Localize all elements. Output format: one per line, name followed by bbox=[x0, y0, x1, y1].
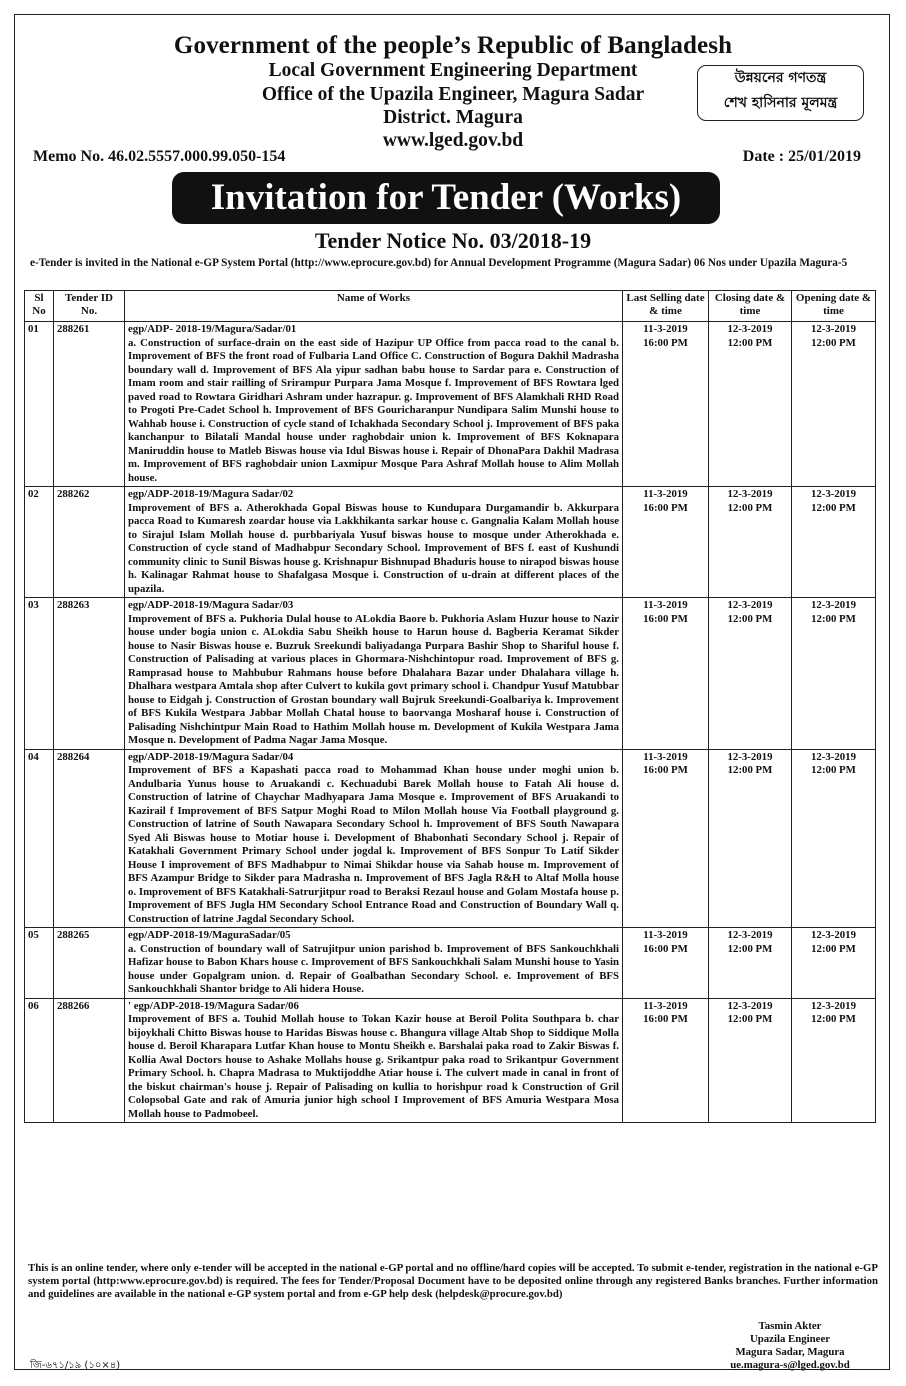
signatory-designation: Upazila Engineer bbox=[749, 1333, 831, 1345]
cell-name-of-works: egp/ADP-2018-19/Magura Sadar/04 Improvement of BFS a Kapashati pacca road to Mohammad Khan house under moghi union b. Andulbaria Yunus house to Aruakandi c. Kechuadubi Barek Mollah house to Fatah Ali house d. Construction of latrine of Chaychar Madhyapara Jama Mosque e. Improvement of BFS Aruakandi to Kazirail f Improvement of BFS Satpur Moghi Road to Milon Mollah house Via Football playground g. Construction of latrine of South Nawapara Secondary School h. Improvement of BFS South Nawapara Syed Ali Biswas house to Motiar house i. Development of Bhabonhati Secondary School j. Repair of Katakhali Government Primary School under jogdal k. Improvement of BFS Sonpur To Latif Sikder House I improvement of BFS Madhabpur to Nimai Shikdar house via Sahab house m. Improvement of BFS Azampur Bridge to Sikder para Madrasha n. Improvement of BFS Jagla R&H to Altaf Molla house o. Improvement of BFS Katakhali-Satrurjitpur road to Beraksi Rezaul house and Golam Mostafa house p. Improvement of BFS Jugla HM Secondary School Entrance Road and Construction of Boundary Wall q. Construction of latrine Jagdal Secondary School. bbox=[125, 749, 623, 928]
cell-tender-id: 288265 bbox=[54, 928, 125, 999]
stamp-line-1: উন্নয়নের গণতন্ত্র bbox=[734, 70, 827, 86]
cell-last-selling: 11-3-2019 16:00 PM bbox=[623, 928, 709, 999]
header-opening: Opening date & time bbox=[792, 291, 876, 322]
table-row bbox=[25, 487, 876, 598]
table-row bbox=[25, 598, 876, 750]
cell-opening: 12-3-2019 12:00 PM bbox=[792, 598, 876, 750]
cell-opening: 12-3-2019 12:00 PM bbox=[792, 928, 876, 999]
tender-notice-number: Tender Notice No. 03/2018-19 bbox=[314, 228, 592, 253]
cell-sl: 03 bbox=[25, 598, 54, 750]
cell-tender-id: 288262 bbox=[54, 487, 125, 598]
department-name: Local Government Engineering Department bbox=[268, 60, 638, 81]
cell-last-selling: 11-3-2019 16:00 PM bbox=[623, 998, 709, 1123]
cell-last-selling: 11-3-2019 16:00 PM bbox=[623, 598, 709, 750]
print-code: জি-৬৭১/১৯ (১০×৪) bbox=[30, 1360, 121, 1371]
header-tender-id: Tender ID No. bbox=[54, 291, 125, 322]
cell-sl: 04 bbox=[25, 749, 54, 928]
cell-closing: 12-3-2019 12:00 PM bbox=[709, 998, 792, 1123]
cell-last-selling: 11-3-2019 16:00 PM bbox=[623, 322, 709, 487]
signature-block bbox=[690, 1320, 890, 1372]
cell-tender-id: 288266 bbox=[54, 998, 125, 1123]
header-sl: Sl No bbox=[25, 291, 54, 322]
table-header-row bbox=[25, 291, 876, 322]
website: www.lged.gov.bd bbox=[382, 130, 524, 151]
signatory-name: Tasmin Akter bbox=[758, 1320, 822, 1332]
cell-closing: 12-3-2019 12:00 PM bbox=[709, 928, 792, 999]
memo-number: Memo No. 46.02.5557.000.99.050-154 bbox=[33, 148, 286, 165]
cell-closing: 12-3-2019 12:00 PM bbox=[709, 749, 792, 928]
title-banner: Invitation for Tender (Works) bbox=[172, 172, 720, 224]
cell-name-of-works: egp/ADP- 2018-19/Magura/Sadar/01 a. Construction of surface-drain on the east side of Hazipur UP Office from pacca road to the canal b. Improvement of BFS the front road of Fulbaria Land Office C. Construction of Bogura Dakhil Madrasha boundary wall d. Improvement of BFS Ala yipur sadhan babu house to Sardar para e. Construction of Imam room and stair railling of Srirampur Purpara Jama Mosque f. Improvement of BFS Rowtara lged paved road to Rowtara Giridhari Ashram under hazrapur. g. Improvement of BFS Alamkhali RHD Road to Progoti Pre-Cadet School h. Improvement of BFS Gouricharanpur Nundipara Salim Munshi house to Wahhab house i. Construction of cycle stand of Ichakhada Secondary School j. Improvement of BFS paka kanchanpur to Bilatali Mandal house under raghobdair union k. Improvement of BFS Koknapara Maniruddin house to Matleb Biswas house via Idul Biswas house i. Repair of DhonaPara Dakhil Madrasa m. Improvement of BFS raghobdair union Laxmipur Mosque Para Ashraf Mollah house to Alim Mollah house. bbox=[125, 322, 623, 487]
intro-text: e-Tender is invited in the National e-GP System Portal (http://www.eprocure.gov.bd) for Annual Development Programme (Magura Sadar) 06 Nos under Upazila Magura-5 bbox=[30, 257, 848, 269]
cell-sl: 06 bbox=[25, 998, 54, 1123]
cell-name-of-works: egp/ADP-2018-19/Magura Sadar/02 Improvement of BFS a. Atherokhada Gopal Biswas house to Kundupara Durgamandir b. Akkurpara pacca Road to Kumaresh zoardar house via Lakkhikanta sarkar house c. Gangnalia Kalam Mollah house to Sirajul Islam Mollah house d. purbbariyala Yusuf biswas house to mosque under Atherokhada e. Construction of cycle stand of Madhabpur Secondary School. Improvement of BFS f. east of Kushundi community clinic to Sunil Biswas house g. Krishnapur Bishnupad Bhaduris house to nirapod biswas house h. Kalinagar Rahmat house to Shafalgasa Mosque i. Construction of u-drain at different places of the upazila. bbox=[125, 487, 623, 598]
cell-closing: 12-3-2019 12:00 PM bbox=[709, 322, 792, 487]
cell-name-of-works: egp/ADP-2018-19/MaguraSadar/05 a. Construction of boundary wall of Satrujitpur union parishod b. Improvement of BFS Sankouchkhali Hafizar house to Babon Khars house c. Improvement of BFS Sankouchkhali Salam Munshi house to Yasin house under Gopalgram union. d. Repair of Goalbathan Secondary School. e. Improvement of BFS Sankouchkhali Shantor bridge to Ali hidera House. bbox=[125, 928, 623, 999]
cell-tender-id: 288263 bbox=[54, 598, 125, 750]
table-row bbox=[25, 928, 876, 999]
works-table bbox=[24, 290, 876, 1123]
cell-opening: 12-3-2019 12:00 PM bbox=[792, 749, 876, 928]
table-row bbox=[25, 749, 876, 928]
cell-tender-id: 288261 bbox=[54, 322, 125, 487]
cell-opening: 12-3-2019 12:00 PM bbox=[792, 998, 876, 1123]
cell-opening: 12-3-2019 12:00 PM bbox=[792, 487, 876, 598]
cell-sl: 05 bbox=[25, 928, 54, 999]
district-name: District. Magura bbox=[383, 107, 523, 128]
footer-text: This is an online tender, where only e-tender will be accepted in the national e-GP portal and no offline/hard copies will be accepted. To submit e-tender, registration in the national e-GP system portal (http:www.eprocure.gov.bd) is required. The fees for Tender/Proposal Document have to be deposited online through any registered Banks branches. Further information and guidelines are available in the national e-GP system portal and from e-GP help desk (helpdesk@procure.gov.bd) bbox=[28, 1262, 878, 1300]
table-row bbox=[25, 322, 876, 487]
government-title: Government of the people’s Republic of Bangladesh bbox=[173, 32, 733, 59]
header-name-of-works: Name of Works bbox=[125, 291, 623, 322]
cell-closing: 12-3-2019 12:00 PM bbox=[709, 598, 792, 750]
cell-last-selling: 11-3-2019 16:00 PM bbox=[623, 749, 709, 928]
cell-sl: 01 bbox=[25, 322, 54, 487]
signatory-email: ue.magura-s@lged.gov.bd bbox=[730, 1359, 850, 1371]
cell-closing: 12-3-2019 12:00 PM bbox=[709, 487, 792, 598]
cell-sl: 02 bbox=[25, 487, 54, 598]
cell-name-of-works: ' egp/ADP-2018-19/Magura Sadar/06 Improvement of BFS a. Touhid Mollah house to Tokan Kazir house at Beroil Polita Southpara b. char bijoykhali Chitto Biswas house to Haridas Biswas house c. Bhangura village Altab Shop to Siddique Molla house d. Beroil Kharapara Lutfar Khan house to Montu Sheikh e. Barshalai paka road to Zakir Biswas f. Kollia Awal Doctors house to Ashake Mollahs house g. Srikantpur paka road to Srikantpur Government Primary School. h. Chapra Madrasa to Muktijoddhe Atiar house i. The culvert made in canal in front of the biskut chairman's house j. Repair of Palisading on kullia to horishpur road k Construction of Gril Colopsobal Gate and rak of Amuria junior high school I Improvement of BFS Amuria Westpara Mosa Mollah house to Padmobeel. bbox=[125, 998, 623, 1123]
cell-tender-id: 288264 bbox=[54, 749, 125, 928]
signatory-place: Magura Sadar, Magura bbox=[735, 1346, 845, 1358]
office-name: Office of the Upazila Engineer, Magura Sadar bbox=[261, 84, 645, 105]
cell-last-selling: 11-3-2019 16:00 PM bbox=[623, 487, 709, 598]
slogan-stamp bbox=[697, 65, 864, 121]
header-last-selling: Last Selling date & time bbox=[623, 291, 709, 322]
cell-opening: 12-3-2019 12:00 PM bbox=[792, 322, 876, 487]
notice-date: Date : 25/01/2019 bbox=[742, 148, 861, 165]
header-closing: Closing date & time bbox=[709, 291, 792, 322]
stamp-line-2: শেখ হাসিনার মূলমন্ত্র bbox=[723, 95, 838, 111]
cell-name-of-works: egp/ADP-2018-19/Magura Sadar/03 Improvement of BFS a. Pukhoria Dulal house to ALokdia Baore b. Pukhoria Aslam Huzur house to Nazir house under bogia union c. ALokdia Sabu Sheikh house to Harun house d. Bagberia Keramat Sikder house to Nasir Biswas house e. Buzruk Sreekundi baliyadanga Purpara Bashir Shop to Shariful house f. Construction of Palisading at various places in Ghormara-Nishchintopur road. Improvement of BFS g. Ramprasad house to Mahbubur Rahmans house before Dhalahara Bazar under Dhalahara village h. Dhalhara westpara Amtala shop after Culvert to kukila govt primary school i. Chandpur Yusuf Matubbar house to Eidgah j. Construction of Grostan boundary wall Bujruk Sreekundi-Goalbariya k. Improvement of BFS Kukila Westpara Jabbar Mollah Chatal house to baorvanga Mosharaf house i. Construction of Palisading Nishchintpur Main Road to Hathim Mollah house m. Development of Kukila Westpara Jama Mosque n. Development of Padma Nagar Jama Mosque. bbox=[125, 598, 623, 750]
table-row bbox=[25, 998, 876, 1123]
